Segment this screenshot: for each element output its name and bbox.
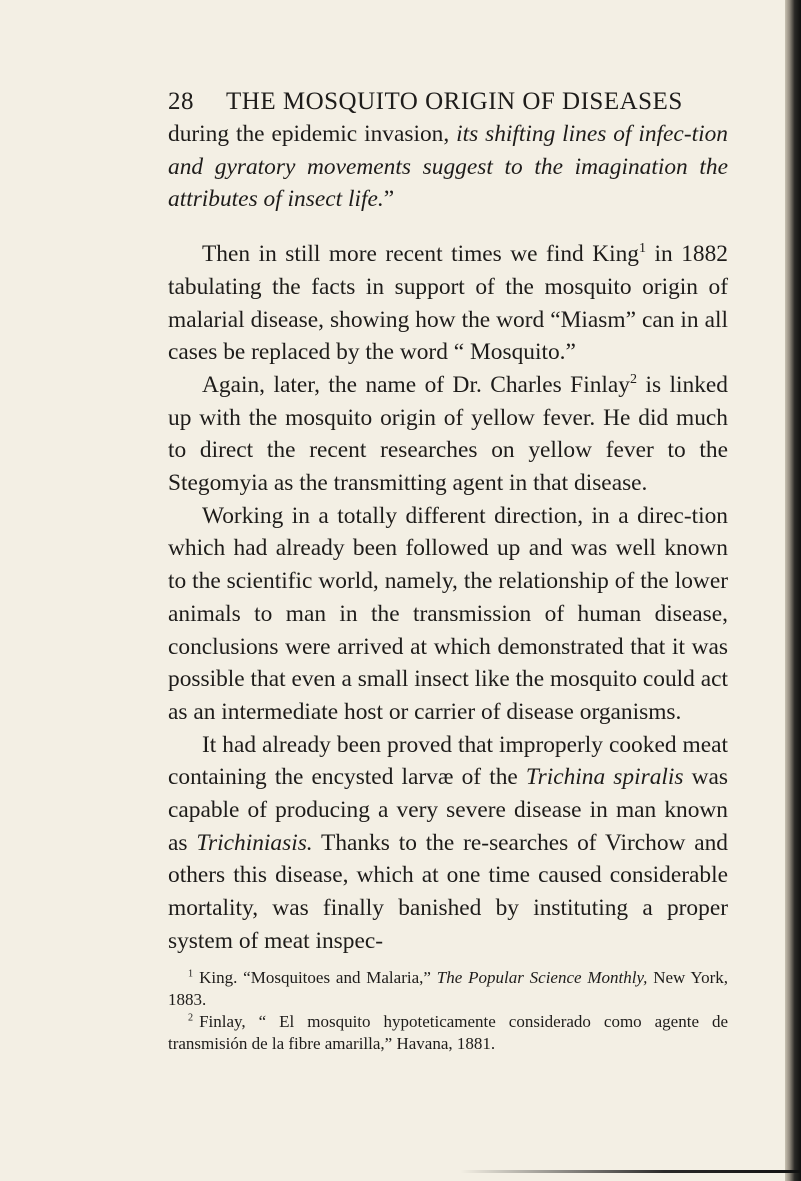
book-binding-edge	[785, 0, 801, 1181]
footnote-mark-2: 2	[188, 1012, 194, 1024]
footnote-1: $^1$ King. “Mosquitoes and Malaria,” The Popular Science Monthly, New York, 1883.	[168, 968, 728, 1009]
italic-trichiniasis: Trichiniasis.	[196, 829, 313, 856]
italic-quote: its shifting lines of infec-tion and gyratory movements suggest to the imagination the attributes of insect life.	[168, 121, 728, 213]
body-text	[168, 118, 728, 958]
footnote-ref-2: 2	[629, 371, 637, 388]
page-number: 28	[168, 88, 194, 115]
footnote-ref-1: 1	[639, 240, 647, 257]
running-title: THE MOSQUITO ORIGIN OF DISEASES	[226, 88, 683, 115]
footnote-mark-1: 1	[188, 968, 194, 980]
paragraph-3: Again, later, the name of Dr. Charles Finlay$^2$ is linked up with the mosquito origin of yellow fever. He did much to direct the recent researches on yellow fever to the Stegomyia as the transmitting agent in that disease.	[168, 371, 728, 497]
paragraph-1: during the epidemic invasion, its shifting lines of infec-tion and gyratory movements suggest to the imagination the attributes of insect life.”	[168, 121, 728, 213]
footnote-2: $^2$ Finlay, “ El mosquito hypoteticamente considerado como agente de transmisión de la fibre amarilla,” Havana, 1881.	[168, 1012, 728, 1053]
paragraph-4: Working in a totally different direction, in a direc-tion which had already been followed up and was well known to the scientific world, namely, the relationship of the lower animals to man in the transmission of human disease, conclusions were arrived at which demonstrated that it was possible that even a small insect like the mosquito could act as an intermediate host or carrier of disease organisms.	[168, 502, 728, 725]
running-header	[168, 88, 728, 116]
journal-title: The Popular Science Monthly,	[436, 968, 648, 987]
paragraph-5: It had already been proved that improperly cooked meat containing the encysted larvæ of the Trichina spiralis was capable of producing a very severe disease in man known as Trichiniasis. Thanks to the re-searches of Virchow and others this disease, which at one time caused considerable mortality, was finally banished by instituting a proper system of meat inspec-	[168, 731, 729, 954]
paragraph-2: Then in still more recent times we find King$^1$ in 1882 tabulating the facts in support of the mosquito origin of malarial disease, showing how the word “Miasm” can in all cases be replaced by the word “ Mosquito.”	[168, 240, 729, 366]
italic-trichina: Trichina spiralis	[525, 764, 684, 791]
page-bottom-shadow	[460, 1170, 801, 1173]
